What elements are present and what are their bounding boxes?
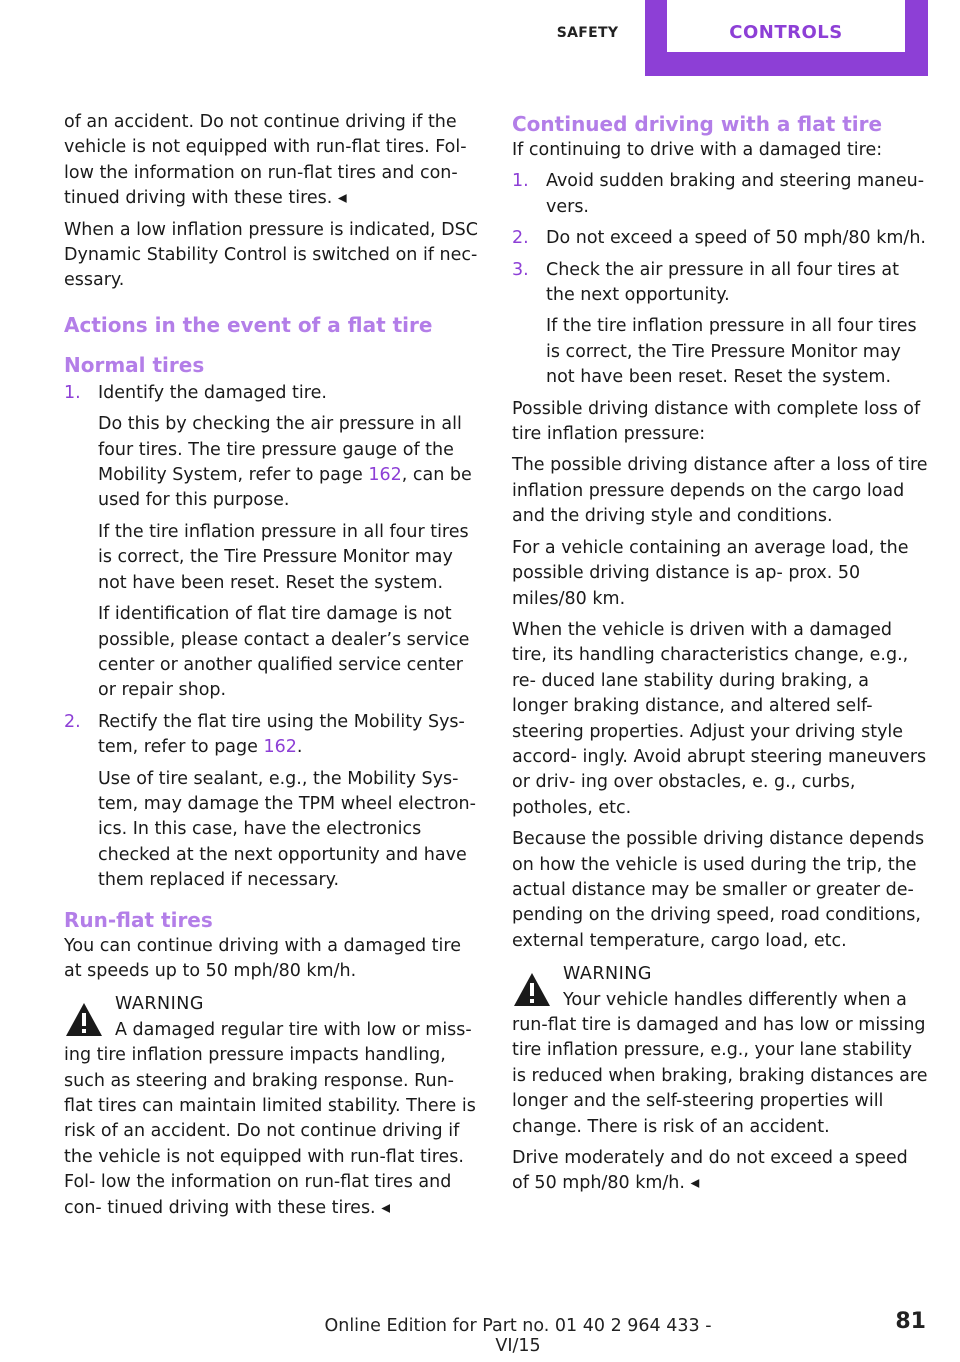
paragraph: If continuing to drive with a damaged tire: [512,140,883,160]
warning-box [64,992,482,1221]
page-link[interactable]: 162 [368,465,402,486]
list-subtext: If the tire inflation pressure in all four tires is correct, the Tire Pressure Monitor may not have been reset. Reset the system. [98,521,469,593]
warning-title: WARNING [115,994,204,1015]
footer-edition: Online Edition for Part no. 01 40 2 964 433 - VI/15 [324,1316,712,1356]
header-tab-controls[interactable] [645,0,928,76]
paragraph: of an accident. Do not continue driving if the vehicle is not equipped with run-flat tires. Fol‐ low the information on run-flat tires and con‐ tinued driving with these tires. ◂ [64,112,467,209]
list-number: 2. [64,711,81,732]
warning-text: ing tire inflation pressure impacts handling, such as steering and braking response. Run-flat tires can maintain limited stability. There is risk of an accident. Do not continue driving if the vehicle is not equipped with run-flat tires. Fol‐ low the information on run-flat tires and con‐ tinued driving with these tires. ◂ [64,1045,476,1218]
header-tab-safety[interactable] [530,0,645,64]
section-heading-continued: Continued driving with a flat tire [512,112,883,136]
list-item [64,381,482,704]
warning-title: WARNING [563,964,652,985]
list-text: Avoid sudden braking and steering maneu‐ vers. [546,171,925,217]
section-heading-actions: Actions in the event of a flat tire [64,312,433,337]
paragraph: For a vehicle containing an average load, the possible driving distance is ap‐ prox. 50 miles/80 km. [512,537,909,609]
list-text: Check the air pressure in all four tires at the next opportunity. [546,259,899,306]
subsection-heading-normal-tires: Normal tires [64,352,205,377]
list-item [512,258,930,391]
paragraph: The possible driving distance after a loss of tire inflation pressure depends on the cargo load and the driving style and conditions. [512,455,928,527]
continued-list [512,169,930,390]
list-item [512,226,930,251]
list-number: 2. [512,228,529,249]
warning-text: Your vehicle handles differently when a [563,989,907,1010]
tab-controls-label: CONTROLS [667,0,905,52]
list-number: 1. [512,171,529,192]
list-item [512,169,930,220]
list-item [64,710,482,894]
right-column [512,110,930,1203]
paragraph: Possible driving distance with complete loss of tire inflation pressure: [512,398,921,445]
list-subtext: Use of tire sealant, e.g., the Mobility Sys‐ tem, may damage the TPM wheel electron‐ ics. In this case, have the electronics checked at the next opportunity and have them replaced if necessary. [98,768,476,891]
list-subtext [98,412,482,514]
paragraph: Because the possible driving distance depends on how the vehicle is used during the trip, the actual distance may be smaller or greater de‐ pending on the driving speed, road conditions, external temperature, cargo load, etc. [512,829,925,951]
page-footer [0,1309,960,1356]
warning-text: A damaged regular tire with low or miss‐ [115,1019,472,1040]
list-number: 1. [64,382,81,403]
list-text [98,710,482,761]
warning-icon [64,1000,104,1040]
list-subtext: If identification of flat tire damage is not possible, please contact a dealer’s service center or another qualified service center or repair shop. [98,604,470,701]
paragraph: You can continue driving with a damaged tire at speeds up to 50 mph/80 km/h. [64,935,461,981]
paragraph: When a low inflation pressure is indicated, DSC Dynamic Stability Control is switched on if nec‐ essary. [64,219,478,291]
paragraph: When the vehicle is driven with a damaged tire, its handling characteristics change, e.g., re‐ duced lane stability during braking, a longer braking distance, and altered self-steering properties. Adjust your driving style accord‐ ingly. Avoid abrupt steering maneuvers or driv‐ ing over obstacles, e. g., curbs, potholes, etc. [512,619,927,818]
list-text: Do not exceed a speed of 50 mph/80 km/h. [546,228,926,249]
text-span: . [296,737,303,758]
subsection-heading-run-flat: Run-flat tires [64,907,213,932]
text-span: Rectify the flat tire using the Mobility Sys‐ tem, refer to page [98,711,465,758]
warning-icon [512,970,552,1010]
text-span: , can be used for this purpose. [98,465,472,511]
left-column [64,110,482,1227]
warning-text: run-flat tire is damaged and has low or missing tire inflation pressure, e.g., your lane stability is reduced when braking, braking distances are longer and the self-steering properties will change. There is risk of an accident. [512,1015,928,1137]
text-span: Do this by checking the air pressure in all four tires. The tire pressure gauge of the Mobility System, refer to page [98,414,462,486]
warning-text: Drive moderately and do not exceed a speed of 50 mph/80 km/h. ◂ [512,1148,908,1194]
list-text: Identify the damaged tire. [98,382,327,403]
page-link[interactable]: 162 [263,737,297,758]
normal-tires-list [64,381,482,894]
warning-box [512,962,930,1197]
tab-safety-label: SAFETY [556,25,619,41]
list-number: 3. [512,259,529,280]
list-subtext: If the tire inflation pressure in all four tires is correct, the Tire Pressure Monitor may not have been reset. Reset the system. [546,316,917,388]
page-number: 81 [895,1309,926,1334]
